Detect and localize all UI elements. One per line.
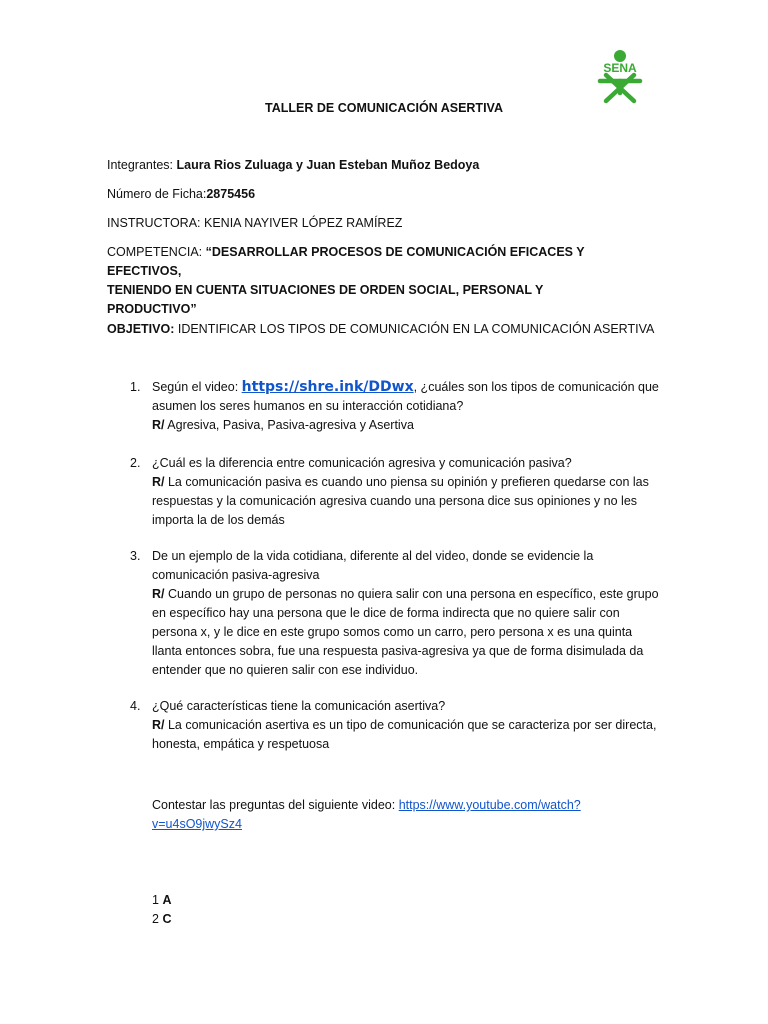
question-body: [152, 378, 662, 435]
ficha-value: 2875456: [206, 187, 256, 201]
integrantes-value: Laura Rios Zuluaga y Juan Esteban Muñoz Bedoya: [176, 158, 480, 172]
competencia-block: [107, 243, 627, 319]
answer-text: La comunicación pasiva es cuando uno piensa su opinión y prefieren quedarse con las: [164, 475, 649, 489]
contestar-text: Contestar las preguntas del siguiente video:: [152, 798, 399, 812]
sena-logo: [592, 47, 648, 105]
svg-text:SENA: SENA: [603, 61, 637, 75]
contestar-block: [152, 796, 632, 834]
competencia-value-line1: “DESARROLLAR PROCESOS DE COMUNICACIÓN EFICACES Y EFECTIVOS,: [107, 245, 585, 278]
ficha-label: Número de Ficha:: [107, 187, 207, 201]
question-text: ¿Qué características tiene la comunicación asertiva?: [152, 699, 446, 713]
answer-text: persona x, y le dice en este grupo somos como un carro, pero persona x es una quinta: [152, 625, 633, 639]
document-title: TALLER DE COMUNICACIÓN ASERTIVA: [265, 101, 503, 115]
youtube-link-continued[interactable]: v=u4sO9jwySz4: [152, 817, 242, 831]
answer-text: respuestas y la comunicación agresiva cuando una persona dice sus opiniones y no les: [152, 494, 638, 508]
question-number: 4.: [130, 699, 141, 713]
answer-text: llanta entonces sobra, fue una respuesta pasiva-agresiva ya que de forma disimulada da: [152, 644, 644, 658]
short-answer-number: 2: [152, 912, 163, 926]
short-answer-item: [152, 910, 632, 929]
answer-text: en específico hay una persona que le dice de forma indirecta que no quiere salir con: [152, 606, 620, 620]
question-text: ¿Cuál es la diferencia entre comunicación agresiva y comunicación pasiva?: [152, 456, 572, 470]
sena-logo-icon: [592, 47, 648, 105]
answer-text: La comunicación asertiva es un tipo de comunicación que se caracteriza por ser directa,: [164, 718, 657, 732]
competencia-label: COMPETENCIA:: [107, 245, 206, 259]
question-text: asumen los seres humanos en su interacción cotidiana?: [152, 399, 464, 413]
ficha-line: [107, 185, 255, 204]
question-text: , ¿cuáles son los tipos de comunicación que: [413, 380, 659, 394]
short-answer-number: 1: [152, 893, 163, 907]
objetivo-line: [107, 320, 654, 339]
short-answer-value: C: [162, 912, 172, 926]
answer-label: R/: [152, 587, 165, 601]
question-number: 3.: [130, 549, 141, 563]
youtube-link[interactable]: https://www.youtube.com/watch?: [398, 798, 581, 812]
objetivo-label: OBJETIVO:: [107, 322, 175, 336]
short-answer-item: [152, 891, 632, 910]
competencia-value-line2: TENIENDO EN CUENTA SITUACIONES DE ORDEN SOCIAL, PERSONAL Y PRODUCTIVO”: [107, 283, 544, 316]
objetivo-value: IDENTIFICAR LOS TIPOS DE COMUNICACIÓN EN LA COMUNICACIÓN ASERTIVA: [174, 322, 655, 336]
question-number: 1.: [130, 380, 141, 394]
question-body: [152, 547, 662, 680]
question-text: De un ejemplo de la vida cotidiana, diferente al del video, donde se evidencie la: [152, 549, 594, 563]
answer-text: entender que no quieren salir con ese individuo.: [152, 663, 419, 677]
answer-label: R/: [152, 718, 165, 732]
instructora-line: INSTRUCTORA: KENIA NAYIVER LÓPEZ RAMÍREZ: [107, 216, 403, 230]
answer-label: R/: [152, 418, 165, 432]
integrantes-line: [107, 156, 479, 175]
answer-text: Cuando un grupo de personas no quiera salir con una persona en específico, este grupo: [164, 587, 659, 601]
integrantes-label: Integrantes:: [107, 158, 177, 172]
question-body: [152, 454, 662, 530]
short-answer-value: A: [162, 893, 172, 907]
answer-text: honesta, empática y respetuosa: [152, 737, 330, 751]
video-link[interactable]: https://shre.ink/DDwx: [241, 379, 414, 395]
question-text: Según el video:: [152, 380, 242, 394]
question-text: comunicación pasiva-agresiva: [152, 568, 320, 582]
question-body: [152, 697, 662, 754]
answer-text: importa la de los demás: [152, 513, 285, 527]
answer-label: R/: [152, 475, 165, 489]
short-answers: [152, 891, 632, 929]
question-number: 2.: [130, 456, 141, 470]
answer-text: Agresiva, Pasiva, Pasiva-agresiva y Asertiva: [164, 418, 414, 432]
